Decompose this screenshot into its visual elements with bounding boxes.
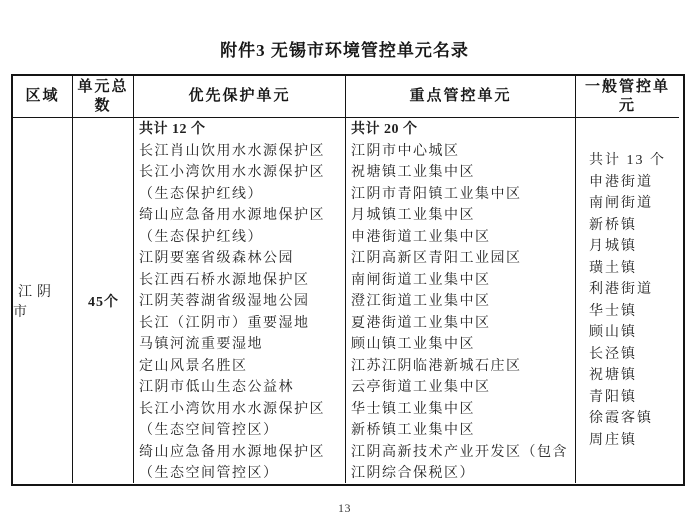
cell-region: 江阴市 <box>13 284 56 320</box>
key-control-unit-item: 云亭街道工业集中区 <box>351 380 491 395</box>
general-control-unit-item: 周庄镇 <box>589 432 637 448</box>
header-region: 区域 <box>13 76 72 118</box>
key-control-unit-item: 南闸街道工业集中区 <box>351 272 491 288</box>
key-control-unit-item: 新桥镇工业集中区 <box>351 423 475 438</box>
key-control-unit-item: 夏港街道工业集中区 <box>351 315 491 331</box>
key-control-unit-item: 江阴市青阳镇工业集中区 <box>351 186 522 202</box>
priority-units-summary: 共计 12 个 <box>139 122 206 137</box>
general-control-unit-item: 利港街道 <box>589 282 653 297</box>
priority-units-list <box>139 141 343 484</box>
general-control-unit-item: 申港街道 <box>589 174 653 190</box>
priority-unit-item: 江阴市低山生态公益林 <box>139 380 294 395</box>
general-control-unit-item: 新桥镇 <box>589 217 637 233</box>
key-control-unit-item: 申港街道工业集中区 <box>351 229 491 245</box>
key-control-unit-item: 江阴高新区青阳工业园区 <box>351 251 522 266</box>
key-control-unit-item: 祝塘镇工业集中区 <box>351 165 475 180</box>
key-control-unit-item: 江阴市中心城区 <box>351 143 460 159</box>
key-control-units-list <box>351 141 573 484</box>
general-control-units-list <box>589 172 679 452</box>
cell-general-control-units <box>575 118 679 483</box>
general-control-unit-item: 南闸街道 <box>589 196 653 211</box>
general-control-units-summary: 共计 13 个 <box>589 153 666 168</box>
cell-priority-units <box>133 118 345 483</box>
general-control-unit-item: 青阳镇 <box>589 389 637 405</box>
page-number: 13 <box>338 501 351 515</box>
priority-unit-item: 绮山应急备用水源地保护区（生态保护红线） <box>139 208 325 245</box>
header-general-control-units: 一般管控单元 <box>575 76 679 118</box>
general-control-unit-item: 长泾镇 <box>589 346 637 362</box>
priority-unit-item: 马镇河流重要湿地 <box>139 337 263 352</box>
key-control-unit-item: 顾山镇工业集中区 <box>351 337 475 352</box>
key-control-units-summary: 共计 20 个 <box>351 122 418 137</box>
priority-unit-item: 长江小湾饮用水水源保护区（生态空间管控区） <box>139 401 325 438</box>
priority-unit-item: 江阴要塞省级森林公园 <box>139 251 294 266</box>
priority-unit-item: 长江（江阴市）重要湿地 <box>139 315 310 331</box>
general-control-unit-item: 祝塘镇 <box>589 368 637 383</box>
general-control-unit-item: 璜土镇 <box>589 260 637 276</box>
key-control-unit-item: 江苏江阴临港新城石庄区 <box>351 358 522 374</box>
priority-unit-item: 长江小湾饮用水水源保护区（生态保护红线） <box>139 165 325 202</box>
key-control-unit-item: 澄江街道工业集中区 <box>351 294 491 309</box>
header-unit-total: 单元总数 <box>72 76 133 118</box>
page-title: 附件3 无锡市环境管控单元名录 <box>220 41 469 60</box>
priority-unit-item: 定山风景名胜区 <box>139 358 248 374</box>
priority-unit-item: 绮山应急备用水源地保护区（生态空间管控区） <box>139 444 325 481</box>
control-units-table <box>11 74 685 486</box>
key-control-unit-item: 华士镇工业集中区 <box>351 401 475 417</box>
header-priority-units: 优先保护单元 <box>133 76 345 118</box>
priority-unit-item: 江阴芙蓉湖省级湿地公园 <box>139 294 310 309</box>
general-control-unit-item: 月城镇 <box>589 239 637 254</box>
header-key-control-units: 重点管控单元 <box>345 76 575 118</box>
general-control-unit-item: 顾山镇 <box>589 325 637 340</box>
cell-unit-total: 45个 <box>72 118 133 483</box>
key-control-unit-item: 江阴高新技术产业开发区（包含江阴综合保税区） <box>351 444 568 481</box>
key-control-unit-item: 月城镇工业集中区 <box>351 208 475 223</box>
priority-unit-item: 长江西石桥水源地保护区 <box>139 272 310 288</box>
general-control-unit-item: 徐霞客镇 <box>589 411 653 426</box>
general-control-unit-item: 华士镇 <box>589 303 637 319</box>
priority-unit-item: 长江肖山饮用水水源保护区 <box>139 143 325 159</box>
cell-key-control-units <box>345 118 575 483</box>
